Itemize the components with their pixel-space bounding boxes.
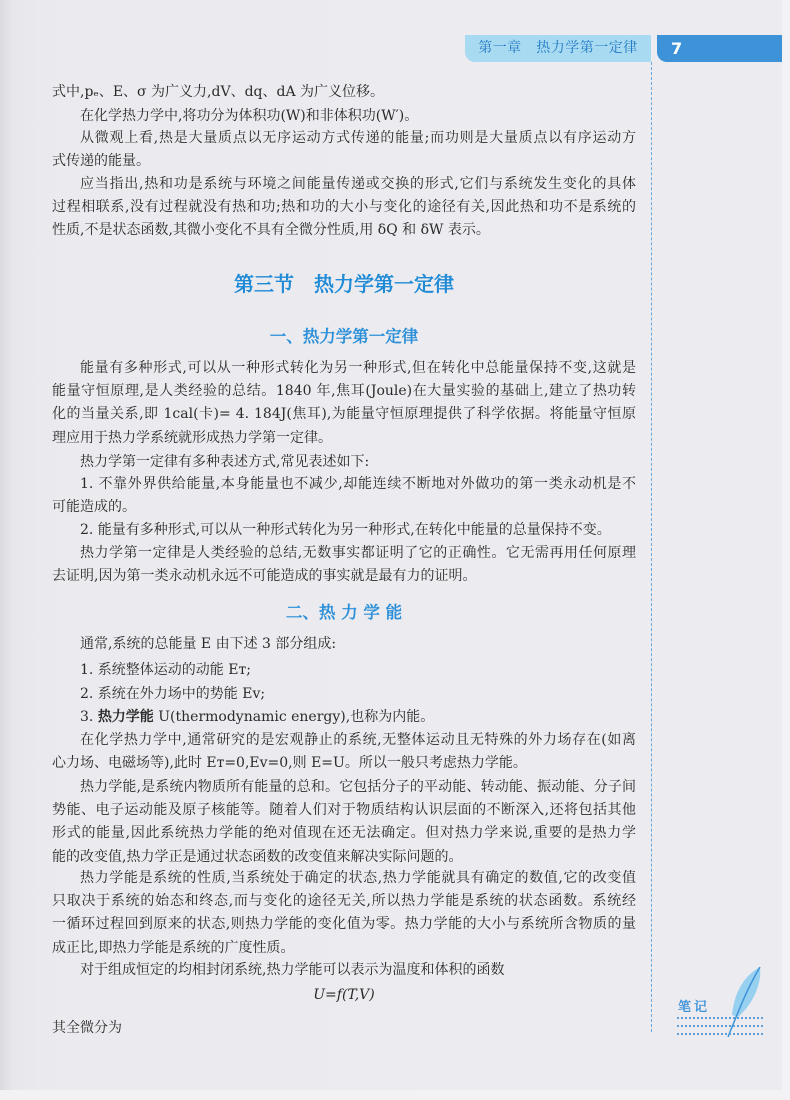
text-line: 2. 能量有多种形式,可以从一种形式转化为另一种形式,在转化中能量的总量保持不变。: [80, 522, 611, 538]
paragraph: [52, 81, 636, 104]
section-title: 第三节 热力学第一定律: [234, 272, 454, 296]
paragraph: [52, 127, 636, 173]
term-bold: 热力学能: [97, 709, 154, 725]
notes-label: 笔记: [678, 1000, 711, 1015]
text-line: 性质,不是状态函数,其微小变化不具有全微分性质,用 δQ 和 δW 表示。: [52, 222, 490, 239]
term-rest: U(thermodynamic energy),也称为内能。: [153, 709, 435, 725]
list-item: [52, 659, 636, 682]
text-line: 从微观上看,热是大量质点以无序运动方式传递的能量;而功则是大量质点以有序运动方: [80, 130, 636, 146]
text-line: 对于组成恒定的均相封闭系统,热力学能可以表示为温度和体积的函数: [80, 962, 505, 978]
text-line: 势能、电子运动能及原子核能等。随着人们对于物质结构认识层面的不断深入,还将包括其他: [52, 802, 636, 819]
text-line: 1. 系统整体运动的动能 Eᴛ;: [80, 662, 251, 678]
paragraph: [52, 776, 636, 869]
text-line: 热力学能是系统的性质,当系统处于确定的状态,热力学能就具有确定的数值,它的改变值: [80, 870, 636, 886]
text-line: 能量有多种形式,可以从一种形式转化为另一种形式,但在转化中总能量保持不变,这就是: [80, 360, 636, 376]
text-line: 通常,系统的总能量 E 由下述 3 部分组成:: [80, 636, 337, 652]
text-line: 可能造成的。: [52, 499, 136, 516]
text-line: 过程相联系,没有过程就没有热和功;热和功的大小与变化的途径有关,因此热和功不是系统的: [52, 199, 636, 216]
paragraph: [52, 105, 636, 128]
text-line: 在化学热力学中,将功分为体积功(W)和非体积功(W′)。: [80, 108, 419, 124]
text-line: 成正比,即热力学能是系统的广度性质。: [52, 939, 295, 956]
paragraph: [52, 357, 636, 450]
text-line: 2. 系统在外力场中的势能 Eᴠ;: [80, 686, 266, 702]
formula: U=f(T,V): [313, 987, 375, 1003]
list-item: [52, 683, 636, 706]
text-line: 心力场、电磁场等),此时 Eᴛ=0,Eᴠ=0,则 E=U。所以一般只考虑热力学能。: [52, 755, 527, 772]
list-item: [52, 473, 636, 519]
text-line: 其全微分为: [52, 1020, 122, 1036]
margin-divider: [651, 62, 652, 1032]
list-item: [52, 519, 636, 542]
text-line: 理应用于热力学系统就形成热力学第一定律。: [52, 429, 332, 446]
paragraph: [52, 451, 636, 474]
subsection-title: 二、热 力 学 能: [285, 603, 403, 622]
text-line: 式中,pₑ、E、σ 为广义力,dV、dq、dA 为广义位移。: [52, 84, 385, 100]
text-line: 去证明,因为第一类永动机永远不可能造成的事实就是最有力的证明。: [52, 568, 477, 585]
subsection-title: 一、热力学第一定律: [269, 327, 419, 346]
text-line: 形式的能量,因此系统热力学能的绝对值现在还无法确定。但对热力学来说,重要的是热力学: [52, 825, 636, 842]
list-item: [52, 706, 636, 729]
paragraph: [52, 959, 636, 982]
text-line: 热力学第一定律有多种表述方式,常见表述如下:: [80, 454, 370, 470]
text-line: 在化学热力学中,通常研究的是宏观静止的系统,无整体运动且无特殊的外力场存在(如离: [80, 732, 636, 748]
notes-line: [677, 1025, 763, 1027]
paragraph: [52, 1017, 636, 1040]
chapter-header: 第一章 热力学第一定律: [465, 35, 651, 62]
paragraph: [52, 729, 636, 775]
page-number: 7: [657, 35, 782, 62]
text-line: 能量守恒原理,是人类经验的总结。1840 年,焦耳(Joule)在大量实验的基础上,建立了热功转: [52, 383, 636, 400]
notes-line: [677, 1033, 763, 1035]
text-line: 热力学能,是系统内物质所有能量的总和。它包括分子的平动能、转动能、振动能、分子间: [80, 779, 636, 795]
paragraph: [52, 633, 636, 656]
text-line: 应当指出,热和功是系统与环境之间能量传递或交换的形式,它们与系统发生变化的具体: [80, 176, 636, 192]
paragraph: [52, 542, 636, 588]
text-line: 热力学第一定律是人类经验的总结,无数事实都证明了它的正确性。它无需再用任何原理: [80, 545, 636, 561]
text-line: 只取决于系统的始态和终态,而与变化的途径无关,所以热力学能是系统的状态函数。系统经: [52, 893, 636, 910]
paragraph: [52, 173, 636, 243]
text-line: 式传递的能量。: [52, 153, 150, 170]
text-line: 一循环过程回到原来的状态,则热力学能的变化值为零。热力学能的大小与系统所含物质的量: [52, 916, 636, 933]
text-line: 能的改变值,热力学正是通过状态函数的改变值来解决实际问题的。: [52, 848, 463, 865]
list-number: 3.: [80, 709, 98, 725]
paragraph: [52, 867, 636, 960]
notes-line: [677, 1017, 763, 1019]
text-line: 化的当量关系,即 1cal(卡)= 4. 184J(焦耳),为能量守恒原理提供了科学依据。将能量守恒原: [52, 406, 636, 423]
text-line: 1. 不靠外界供给能量,本身能量也不减少,却能连续不断地对外做功的第一类永动机是不: [80, 476, 636, 492]
